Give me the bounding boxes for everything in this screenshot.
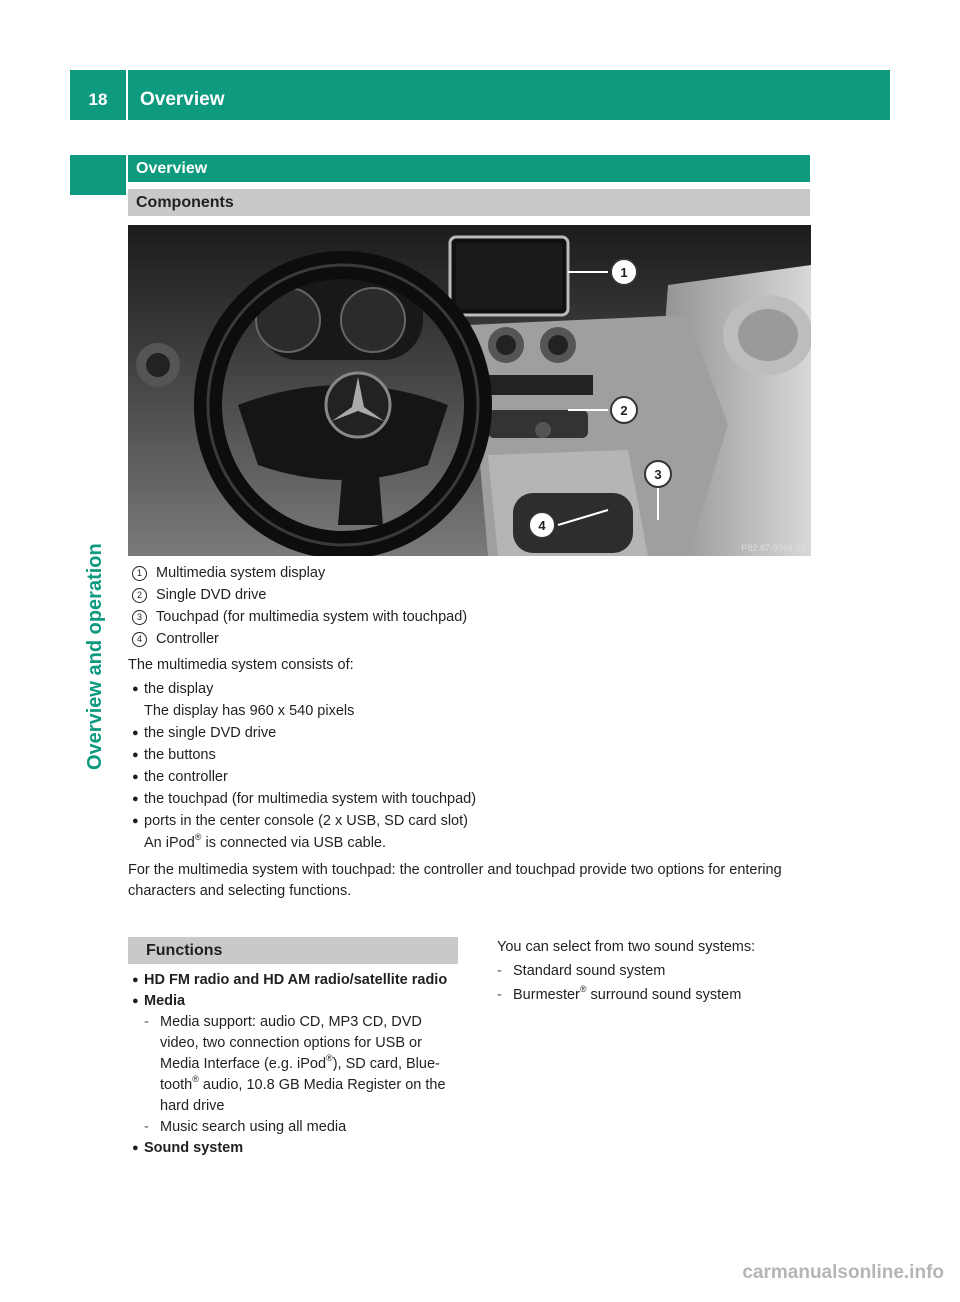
list-item-text: the touchpad (for multimedia system with touchpad)	[144, 791, 477, 807]
callout-2-label: 2	[620, 403, 628, 418]
list-item-note: The display has 960 x 540 pixels	[144, 703, 355, 719]
legend-text: Touchpad (for multimedia system with touchpad)	[156, 609, 468, 625]
list-item	[132, 970, 462, 991]
callout-3-label: 3	[654, 467, 662, 482]
header-divider	[126, 70, 128, 120]
legend-item	[132, 628, 792, 650]
list-item	[132, 788, 802, 810]
subsection-title: Components	[128, 189, 810, 216]
bullet-mark: ●	[132, 727, 139, 739]
bullet-mark: ●	[132, 771, 139, 783]
list-item-text: the display	[144, 681, 214, 697]
registered-mark: ®	[326, 1053, 333, 1063]
dash-mark: -	[144, 1014, 149, 1030]
bullet-mark: ●	[132, 749, 139, 761]
intro-text: The multimedia system consists of:	[128, 657, 354, 673]
legend-number: 2	[132, 588, 147, 603]
legend-text: Single DVD drive	[156, 587, 267, 603]
list-item-text: ports in the center console (2 x USB, SD card slot)	[144, 813, 468, 829]
sub-list-item	[132, 1012, 462, 1117]
section-title: Overview	[128, 155, 810, 182]
closing-paragraph: For the multimedia system with touchpad: the controller and touchpad provide two options for entering characters and selecting functions.	[128, 862, 782, 899]
sub-list-text: Burmester® surround sound system	[513, 984, 742, 1003]
bullet-mark: ●	[132, 974, 139, 986]
sound-intro: You can select from two sound systems:	[497, 939, 756, 955]
list-item	[132, 810, 802, 832]
dash-mark: -	[497, 963, 502, 979]
legend-item	[132, 606, 792, 628]
callout-4-label: 4	[538, 518, 546, 533]
legend-text: Multimedia system display	[156, 565, 326, 581]
callout-1-label: 1	[620, 265, 628, 280]
list-item	[132, 1138, 462, 1159]
bullet-mark: ●	[132, 793, 139, 805]
callout-3	[645, 461, 671, 487]
registered-mark: ®	[579, 984, 587, 994]
sub-list-item	[497, 983, 817, 1007]
sub-list-text: Standard sound system	[513, 963, 666, 979]
sub-list-text: Music search using all media	[160, 1119, 347, 1135]
sub-list-item	[132, 1117, 462, 1138]
list-item-note	[132, 832, 802, 854]
list-item-text: the buttons	[144, 747, 216, 763]
dash-mark: -	[497, 987, 502, 1003]
dashboard-photo	[128, 225, 811, 556]
side-chapter-label: Overview and operation	[84, 543, 106, 770]
note-text: is connected via USB cable.	[201, 835, 387, 851]
sound-systems	[497, 935, 817, 1007]
callout-4	[529, 512, 555, 538]
list-item-text: the controller	[144, 769, 228, 785]
list-item	[132, 722, 802, 744]
page-number: 18	[88, 90, 108, 109]
legend-number: 1	[132, 566, 147, 581]
legend-list	[132, 562, 792, 650]
callout-2	[611, 397, 637, 423]
legend-text: Controller	[156, 631, 219, 647]
list-item-text: Sound system	[144, 1140, 244, 1156]
photo-code: P82.87-9764-31	[741, 543, 806, 553]
header-title: Overview	[140, 89, 225, 110]
watermark: carmanualsonline.info	[742, 1262, 944, 1283]
list-item	[132, 744, 802, 766]
sub-list-item	[497, 959, 817, 983]
list-item-text: Media	[144, 993, 186, 1009]
note-text: An iPod	[144, 835, 195, 851]
functions-title: Functions	[128, 937, 458, 964]
legend-item	[132, 584, 792, 606]
side-tab-marker	[70, 155, 126, 195]
bullet-mark: ●	[132, 683, 139, 695]
list-item	[132, 991, 462, 1012]
functions-list	[132, 970, 462, 1159]
registered-mark: ®	[194, 832, 202, 842]
bullet-mark: ●	[132, 815, 139, 827]
legend-number: 3	[132, 610, 147, 625]
bullet-mark: ●	[132, 1142, 139, 1154]
legend-number: 4	[132, 632, 147, 647]
list-item	[132, 678, 802, 700]
legend-item	[132, 562, 792, 584]
components-list	[132, 678, 802, 854]
list-item-text: the single DVD drive	[144, 725, 277, 741]
sub-list-text: Media support: audio CD, MP3 CD, DVD video, two connection options for USB or Media Interface (e.g. iPod®), SD card, Blue-tooth® audio, 10.8 GB Media Register on the hard drive	[160, 1014, 446, 1114]
list-item-text: HD FM radio and HD AM radio/satellite radio	[144, 972, 448, 988]
list-item	[132, 766, 802, 788]
dash-mark: -	[144, 1119, 149, 1135]
registered-mark: ®	[192, 1074, 199, 1084]
callout-1	[611, 259, 637, 285]
bullet-mark: ●	[132, 995, 139, 1007]
